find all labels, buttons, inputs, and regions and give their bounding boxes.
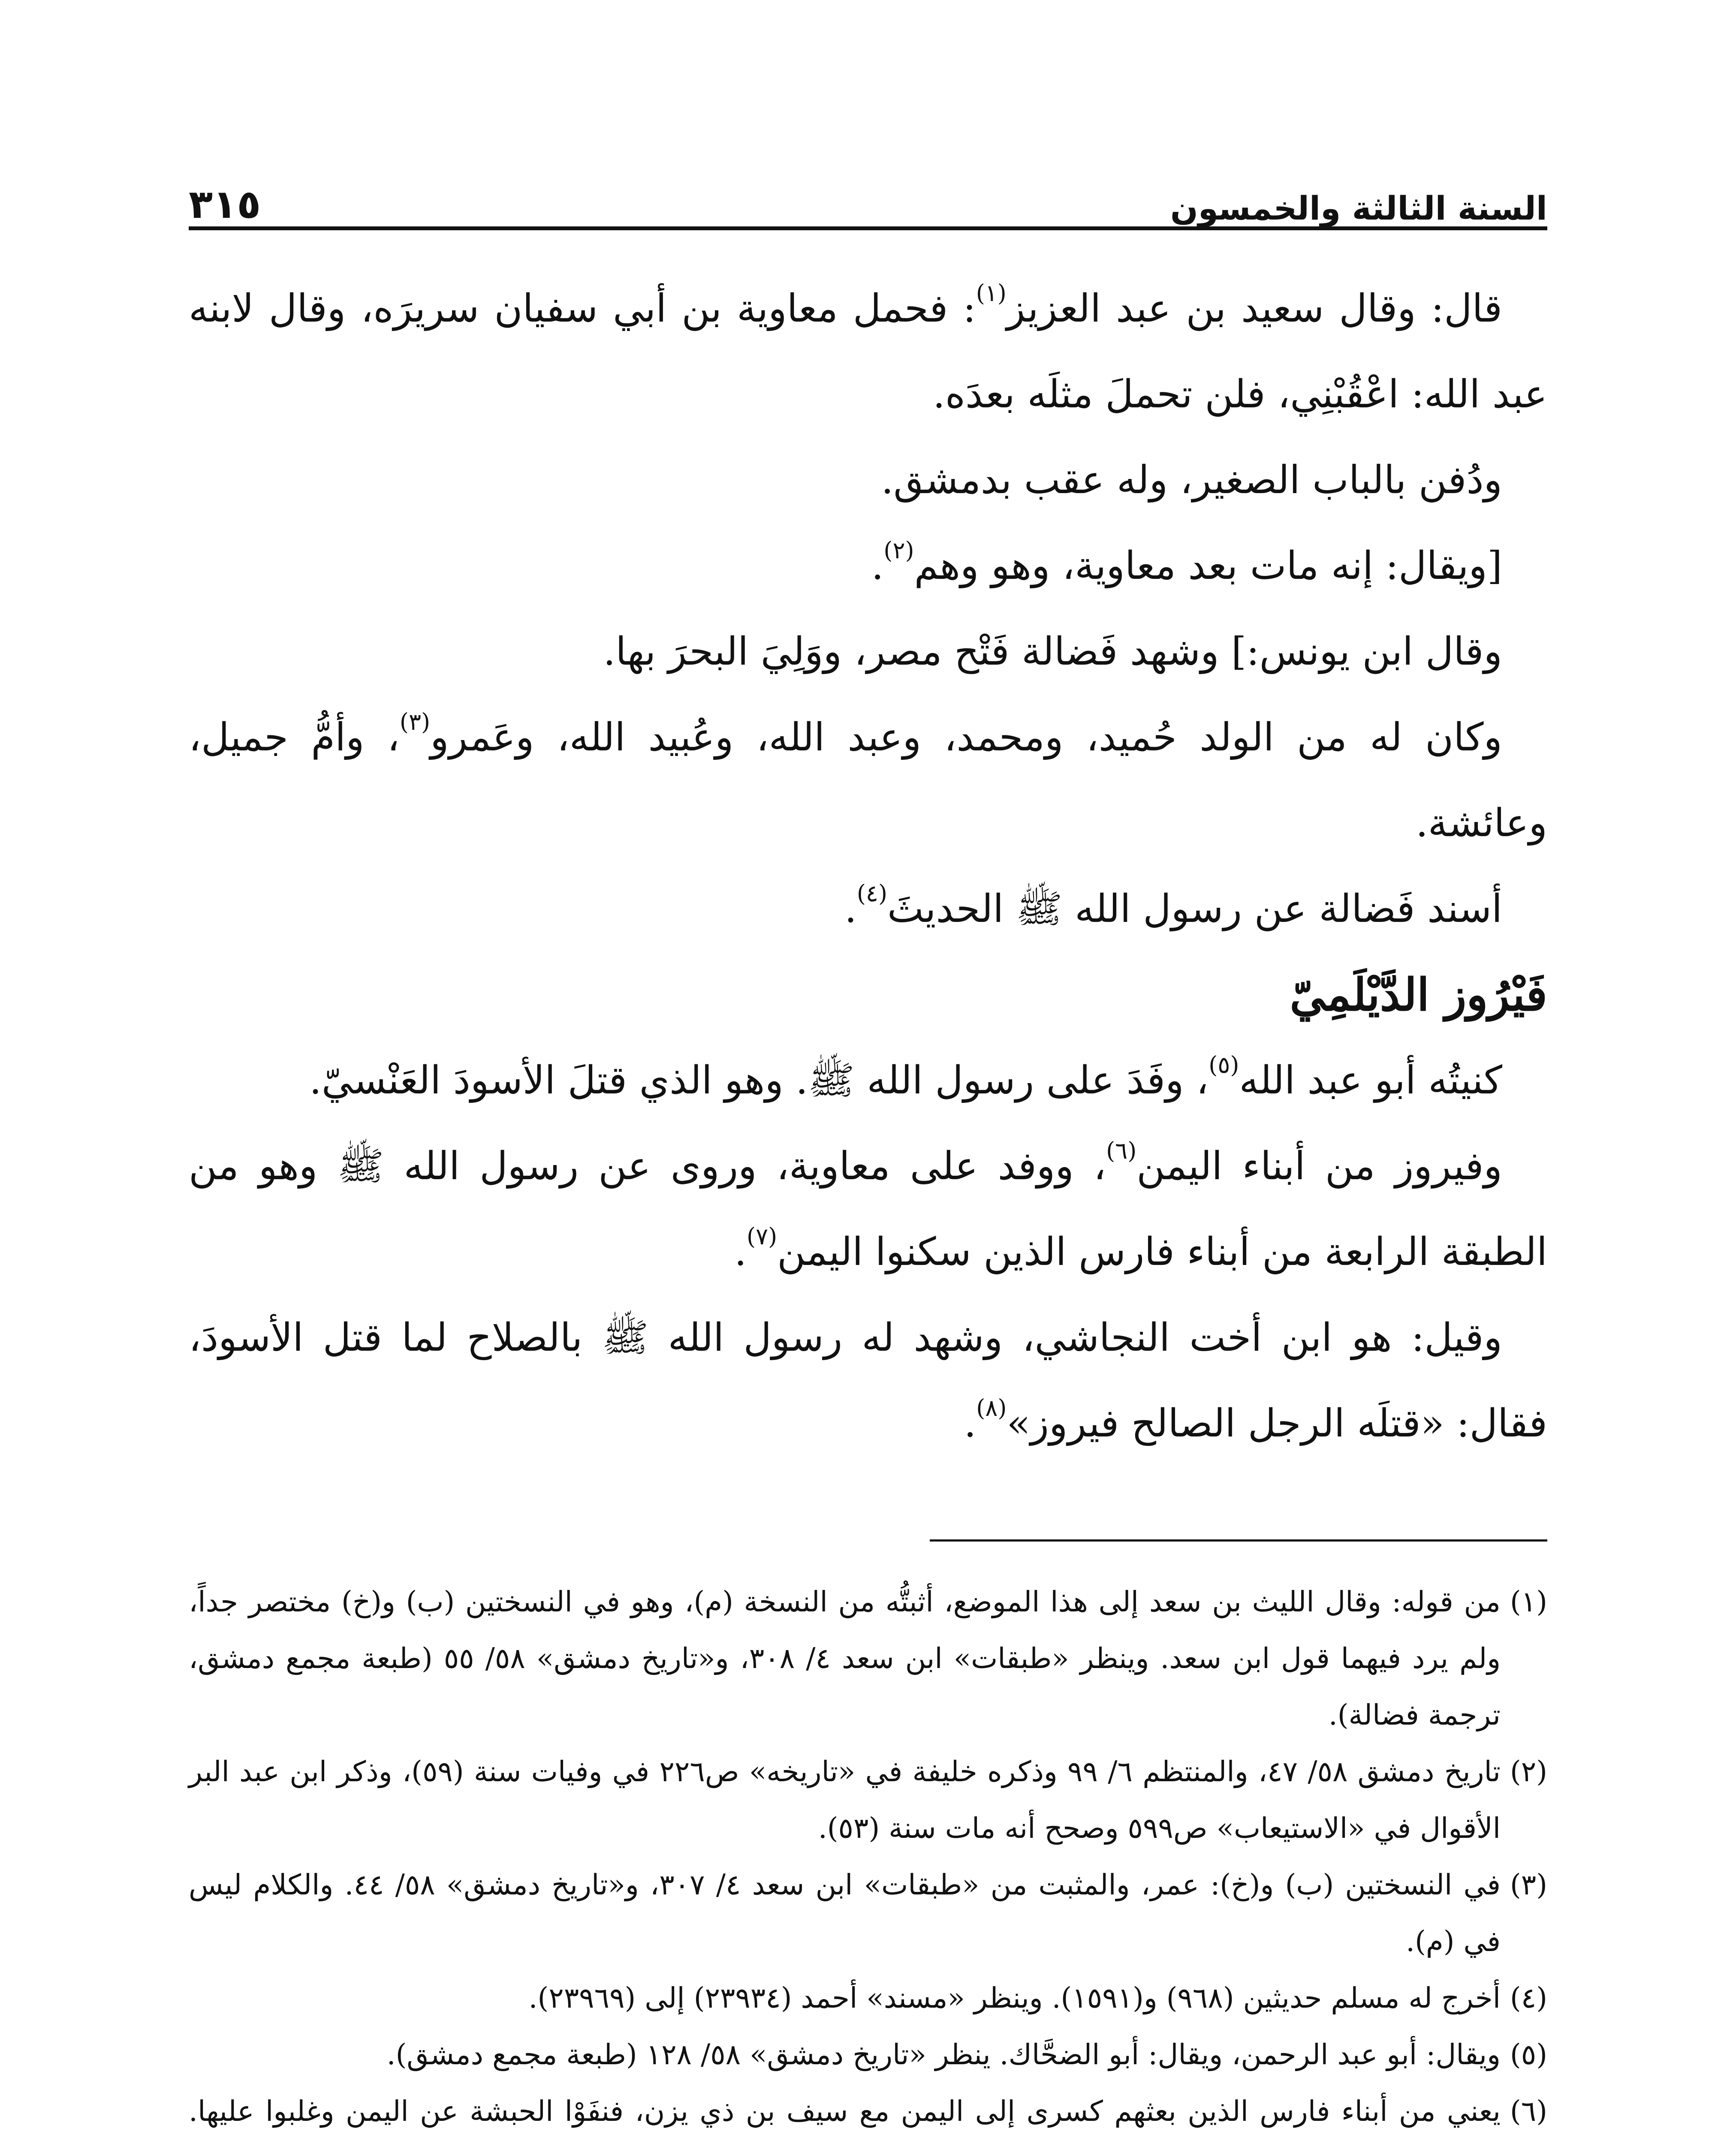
paragraph [189, 266, 1547, 437]
text: ، وأمُّ جميل، وعائشة. [189, 715, 1547, 846]
footnote-ref[interactable]: (٤) [856, 880, 888, 907]
footnote-text: تاريخ دمشق ٥٨/ ٤٧، والمنتظم ٦/ ٩٩ وذكره خليفة في «تاريخه» ص٢٢٦ في وفيات سنة (٥٩)، وذكر ابن عبد البر الأقوال في «الاستيعاب» ص٥٩٩ وصحح أنه مات سنة (٥٣). [189, 1755, 1501, 1845]
footnote-number: (٥) [1510, 2038, 1547, 2071]
footnote-ref[interactable]: (٣) [399, 708, 431, 735]
footnote-ref[interactable]: (٦) [1106, 1137, 1137, 1164]
footnote-ref[interactable]: (٢) [883, 537, 914, 564]
paragraph: وقال ابن يونس:] وشهد فَضالة فَتْح مصر، ووَلِيَ البحرَ بها. [603, 629, 1502, 674]
text: . [871, 543, 884, 588]
footnote-ref[interactable]: (٧) [747, 1223, 778, 1250]
paragraph [189, 866, 1547, 952]
footnote-ref[interactable]: (٥) [1209, 1051, 1239, 1078]
footnote-text: من قوله: وقال الليث بن سعد إلى هذا الموضع، أثبتُّه من النسخة (م)، وهو في النسختين (ب) و(خ) مختصر جداً، ولم يرد فيهما قول ابن سعد. وينظر «طبقات» ابن سعد ٤/ ٣٠٨، و«تاريخ دمشق» ٥٨/ ٥٥ (طبعة مجمع دمشق، ترجمة فضالة). [189, 1585, 1501, 1731]
paragraph: ودُفن بالباب الصغير، وله عقب بدمشق. [881, 458, 1502, 503]
paragraph [189, 1038, 1547, 1123]
footnote-separator [930, 1539, 1547, 1542]
text: وقيل: هو ابن أخت النجاشي، وشهد له رسول الله ﷺ بالصلاح لما قتل الأسودَ، فقال: «قتلَه الرجل الصالح فيروز» [189, 1315, 1547, 1446]
footnote [189, 1574, 1547, 1744]
header-rule [189, 226, 1547, 230]
footnote-number: (٣) [1510, 1868, 1547, 1901]
footnote-ref[interactable]: (٨) [976, 1394, 1007, 1421]
text: . [844, 886, 857, 931]
section-title: فَيْرُوز الدَّيْلَمِيّ [1290, 968, 1547, 1021]
footnote-number: (٦) [1510, 2095, 1547, 2128]
text: : فحمل معاوية بن أبي سفيان سريرَه، وقال لابنه عبد الله: اعْقُبْنِي، فلن تحملَ مثلَه بعدَه. [189, 286, 1547, 417]
text: ، وفَدَ على رسول الله ﷺ. وهو الذي قتلَ الأسودَ العَنْسيّ. [309, 1058, 1209, 1103]
footnote-number: (٢) [1510, 1755, 1547, 1788]
text: قال: وقال سعيد بن عبد العزيز [1006, 286, 1503, 331]
footnote-number: (١) [1510, 1585, 1547, 1618]
paragraph [189, 523, 1547, 609]
paragraph [189, 1295, 1547, 1466]
running-header [189, 159, 1547, 227]
footnote-number: (٤) [1510, 1981, 1547, 2015]
footnote [189, 1744, 1547, 1857]
main-text [189, 266, 1547, 1466]
footnote [189, 2083, 1547, 2144]
text: [ويقال: إنه مات بعد معاوية، وهو وهم [914, 543, 1502, 588]
footnote-text: في النسختين (ب) و(خ): عمر، والمثبت من «طبقات» ابن سعد ٤/ ٣٠٧، و«تاريخ دمشق» ٥٨/ ٤٤. والكلام ليس في (م). [189, 1868, 1501, 1958]
footnote-text: ويقال: أبو عبد الرحمن، ويقال: أبو الضحَّاك. ينظر «تاريخ دمشق» ٥٨/ ١٢٨ (طبعة مجمع دمشق). [386, 2038, 1501, 2071]
footnote [189, 2027, 1547, 2083]
footnotes [189, 1574, 1547, 2144]
paragraph [189, 1123, 1547, 1295]
text: وفيروز من أبناء اليمن [1136, 1144, 1502, 1189]
footnote [189, 1970, 1547, 2027]
paragraph [189, 695, 1547, 866]
page-number: ٣١٥ [189, 181, 261, 227]
footnote-ref[interactable]: (١) [976, 280, 1007, 307]
footnote-text: يعني من أبناء فارس الذين بعثهم كسرى إلى اليمن مع سيف بن ذي يزن، فنفَوْا الحبشة عن اليمن وغلبوا عليها. [189, 2095, 1501, 2128]
text: أسند فَضالة عن رسول الله ﷺ الحديثَ [887, 886, 1502, 931]
text: كنيتُه أبو عبد الله [1239, 1058, 1502, 1103]
text: . [734, 1229, 747, 1274]
text: وكان له من الولد حُميد، ومحمد، وعبد الله، وعُبيد الله، وعَمرو [430, 715, 1502, 760]
text: ، ووفد على معاوية، وروى عن رسول الله ﷺ وهو من الطبقة الرابعة من أبناء فارس الذين سكنوا اليمن [189, 1144, 1547, 1274]
text: . [964, 1401, 976, 1446]
footnote [189, 1857, 1547, 1970]
running-title: السنة الثالثة والخمسون [1170, 189, 1547, 227]
footnote-text: أخرج له مسلم حديثين (٩٦٨) و(١٥٩١). وينظر «مسند» أحمد (٢٣٩٣٤) إلى (٢٣٩٦٩). [528, 1981, 1501, 2015]
